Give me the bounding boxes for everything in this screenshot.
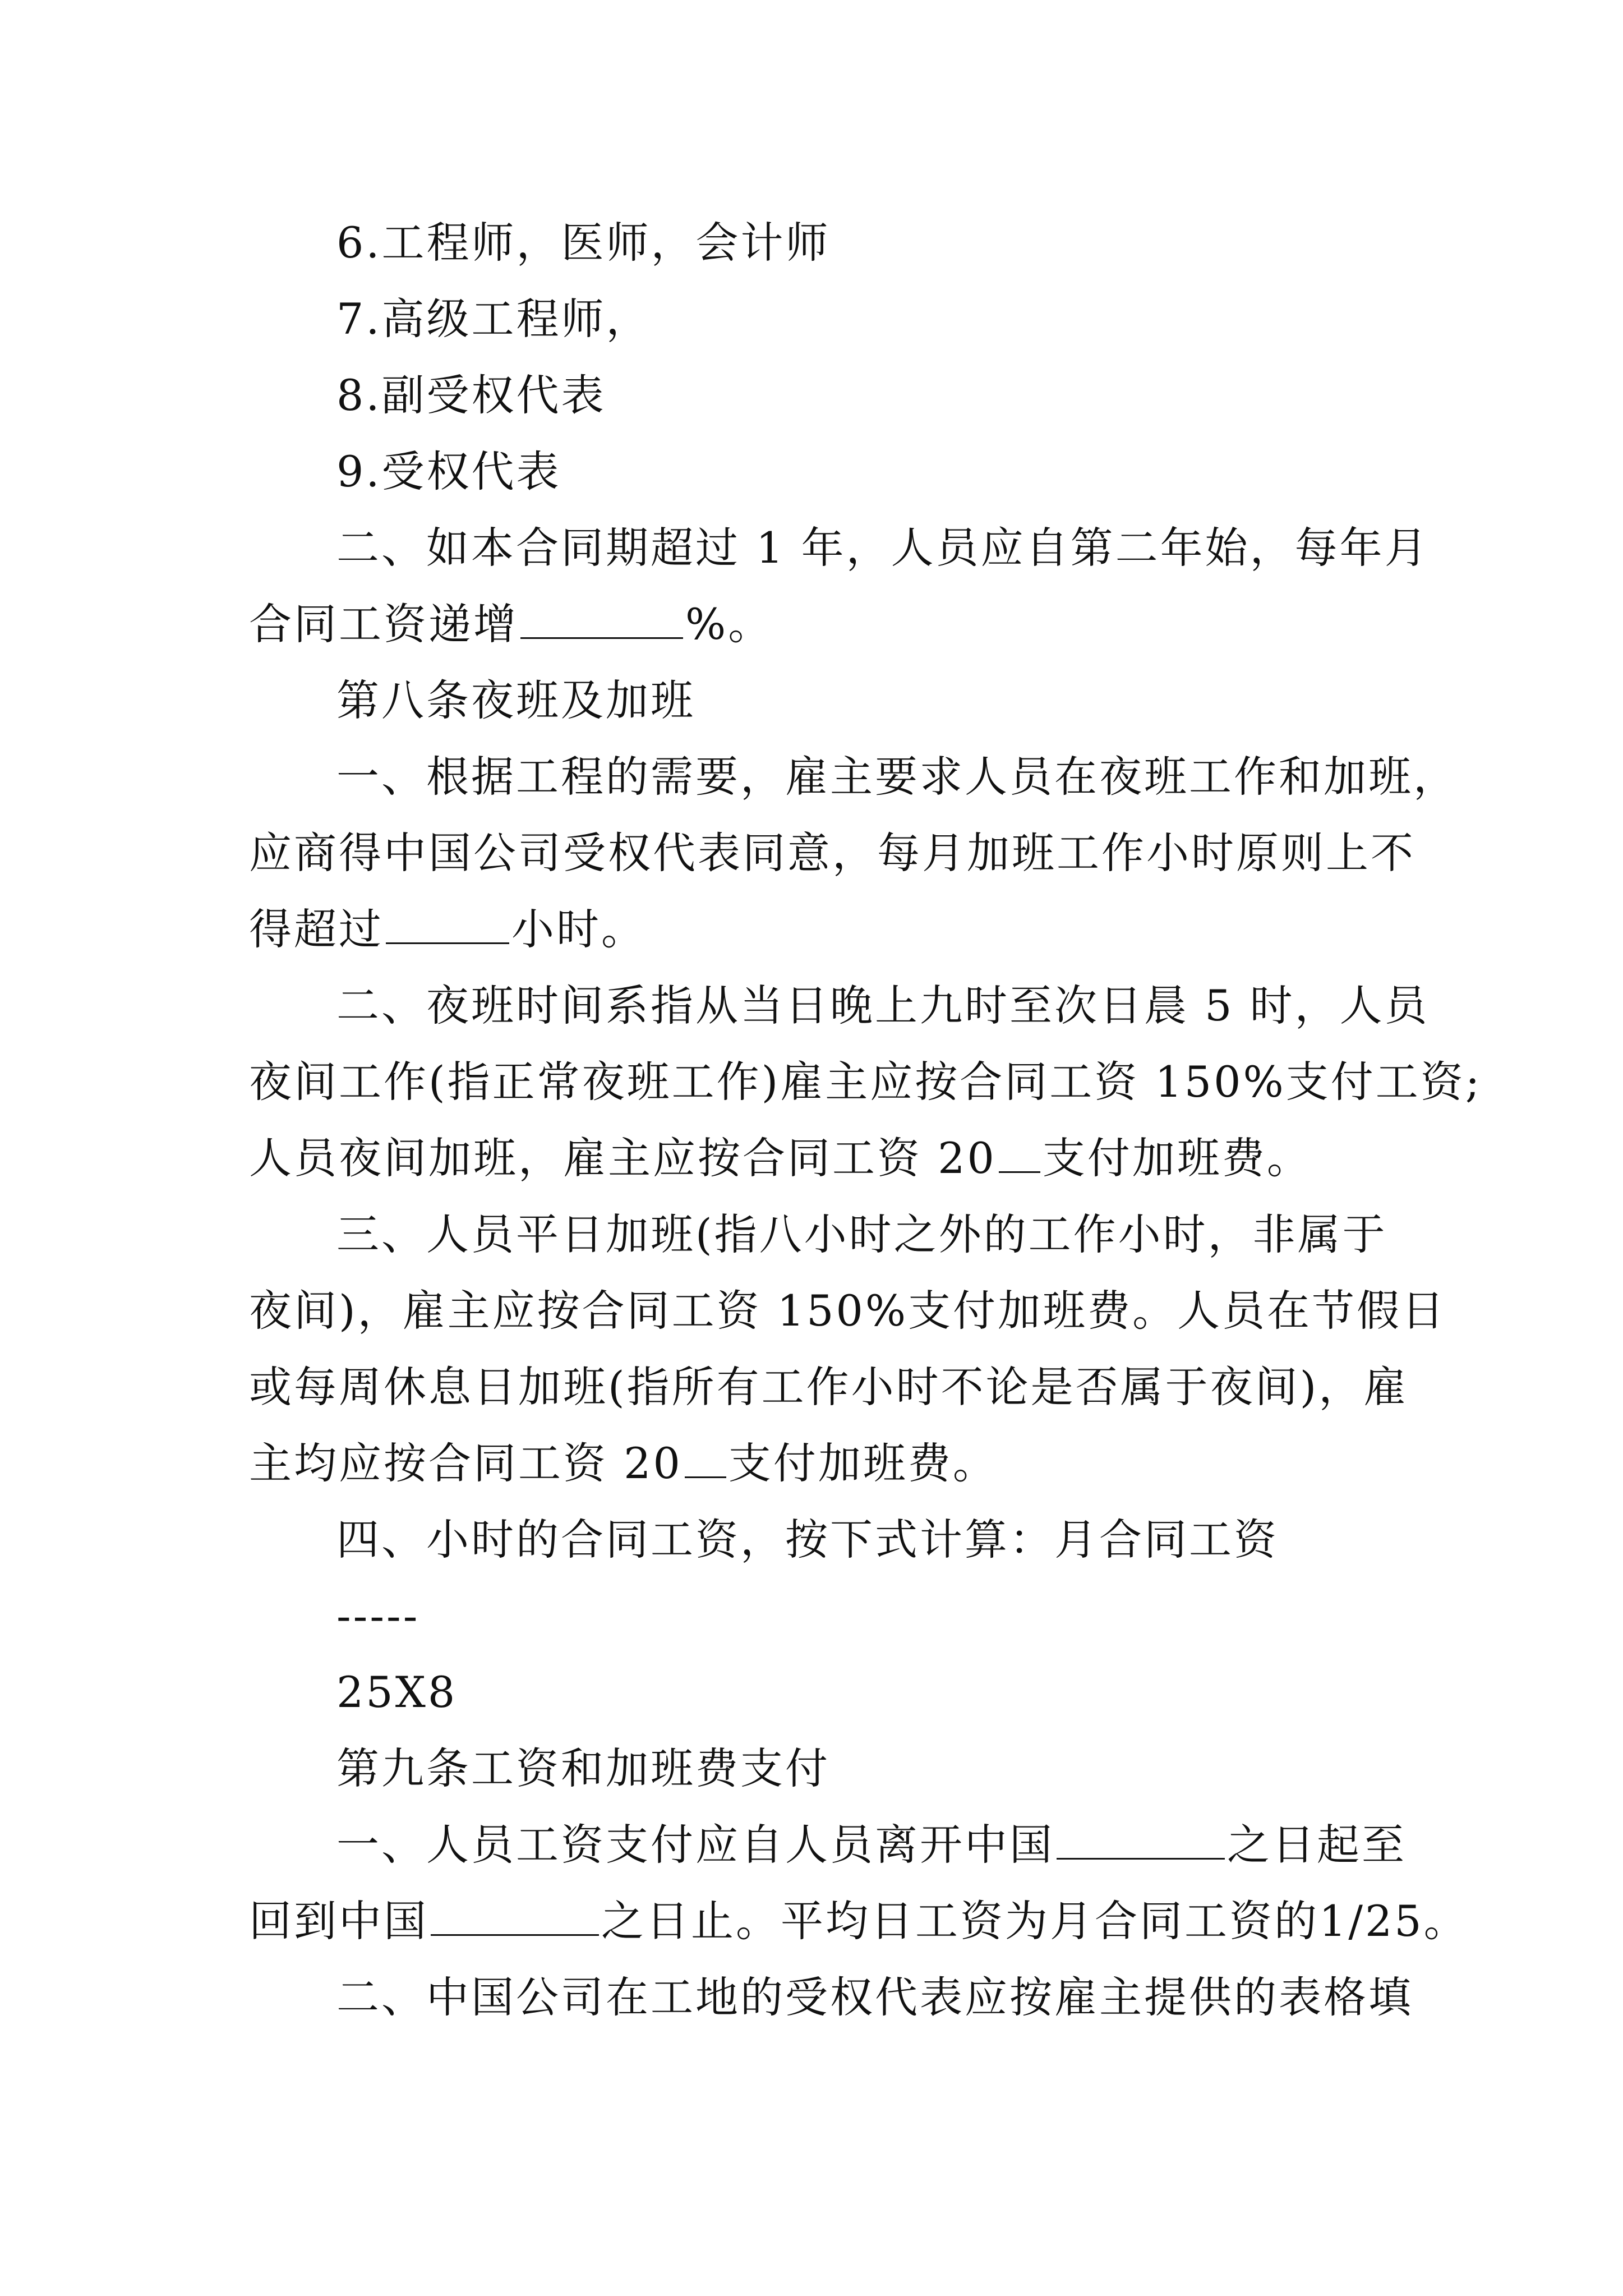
line-text: 合同工资递增	[249, 599, 518, 649]
line-text: %。	[685, 599, 773, 649]
line-text: 得超过	[249, 904, 384, 954]
fill-in-blank	[685, 1438, 726, 1478]
section-heading	[0, 1738, 1623, 1800]
line-text: 二、如本合同期超过 1 年，人员应自第二年始，每年月	[336, 523, 1430, 573]
line-text: 8.副受权代表	[336, 370, 606, 420]
text-line	[0, 288, 1623, 350]
line-text: 第八条夜班及加班	[336, 675, 695, 725]
paragraph-line	[0, 1128, 1623, 1189]
fill-in-blank	[1057, 1820, 1225, 1860]
paragraph-line	[0, 822, 1623, 884]
line-text: 之日止。平均日工资为月合同工资的1/25。	[601, 1896, 1469, 1946]
line-text: 一、根据工程的需要，雇主要求人员在夜班工作和加班，	[336, 752, 1458, 802]
line-text: 支付加班费。	[1042, 1133, 1312, 1183]
line-text: 或每周休息日加班(指所有工作小时不论是否属于夜间)，雇	[249, 1362, 1409, 1412]
line-text: 四、小时的合同工资，按下式计算：月合同工资	[336, 1515, 1279, 1565]
line-text: 人员夜间加班，雇主应按合同工资 20	[249, 1133, 997, 1183]
line-text: -----	[336, 1591, 420, 1641]
line-text: 之日起至	[1227, 1820, 1407, 1870]
line-text: 支付加班费。	[728, 1438, 998, 1488]
line-text: 应商得中国公司受权代表同意，每月加班工作小时原则上不	[249, 828, 1415, 878]
text-line	[0, 365, 1623, 426]
line-text: 回到中国	[249, 1896, 428, 1946]
line-text: 一、人员工资支付应自人员离开中国	[336, 1820, 1054, 1870]
paragraph-line	[0, 1433, 1623, 1494]
line-text: 夜间)，雇主应按合同工资 150%支付加班费。人员在节假日	[249, 1286, 1447, 1336]
line-text: 主均应按合同工资 20	[249, 1438, 683, 1488]
paragraph-line	[0, 975, 1623, 1037]
line-text: 9.受权代表	[336, 447, 561, 496]
line-text: 7.高级工程师，	[336, 294, 651, 344]
line-text: 夜间工作(指正常夜班工作)雇主应按合同工资 150%支付工资;	[249, 1057, 1482, 1107]
paragraph-line	[0, 746, 1623, 808]
line-text: 二、中国公司在工地的受权代表应按雇主提供的表格填	[336, 1972, 1413, 2022]
line-text: 25X8	[336, 1667, 458, 1717]
paragraph-line	[0, 593, 1623, 655]
line-text: 二、夜班时间系指从当日晚上九时至次日晨 5 时，人员	[336, 981, 1430, 1030]
line-text: 小时。	[511, 904, 646, 954]
paragraph-line	[0, 517, 1623, 579]
fill-in-blank	[520, 599, 683, 639]
paragraph-line	[0, 1890, 1623, 1952]
paragraph-line	[0, 1967, 1623, 2028]
paragraph-line	[0, 1356, 1623, 1418]
fill-in-blank	[999, 1133, 1040, 1173]
formula-divider	[0, 1585, 1623, 1647]
line-text: 6.工程师，医师，会计师	[336, 218, 831, 268]
paragraph-line	[0, 1051, 1623, 1113]
line-text: 第九条工资和加班费支付	[336, 1743, 830, 1793]
line-text: 三、人员平日加班(指八小时之外的工作小时，非属于	[336, 1209, 1387, 1259]
text-line	[0, 212, 1623, 274]
paragraph-line	[0, 1509, 1623, 1571]
fill-in-blank	[386, 904, 509, 944]
paragraph-line	[0, 1204, 1623, 1266]
fill-in-blank	[431, 1896, 599, 1936]
paragraph-line	[0, 1814, 1623, 1876]
paragraph-line	[0, 1280, 1623, 1342]
formula-denominator	[0, 1662, 1623, 1723]
paragraph-line	[0, 899, 1623, 960]
section-heading	[0, 670, 1623, 731]
text-line	[0, 441, 1623, 503]
